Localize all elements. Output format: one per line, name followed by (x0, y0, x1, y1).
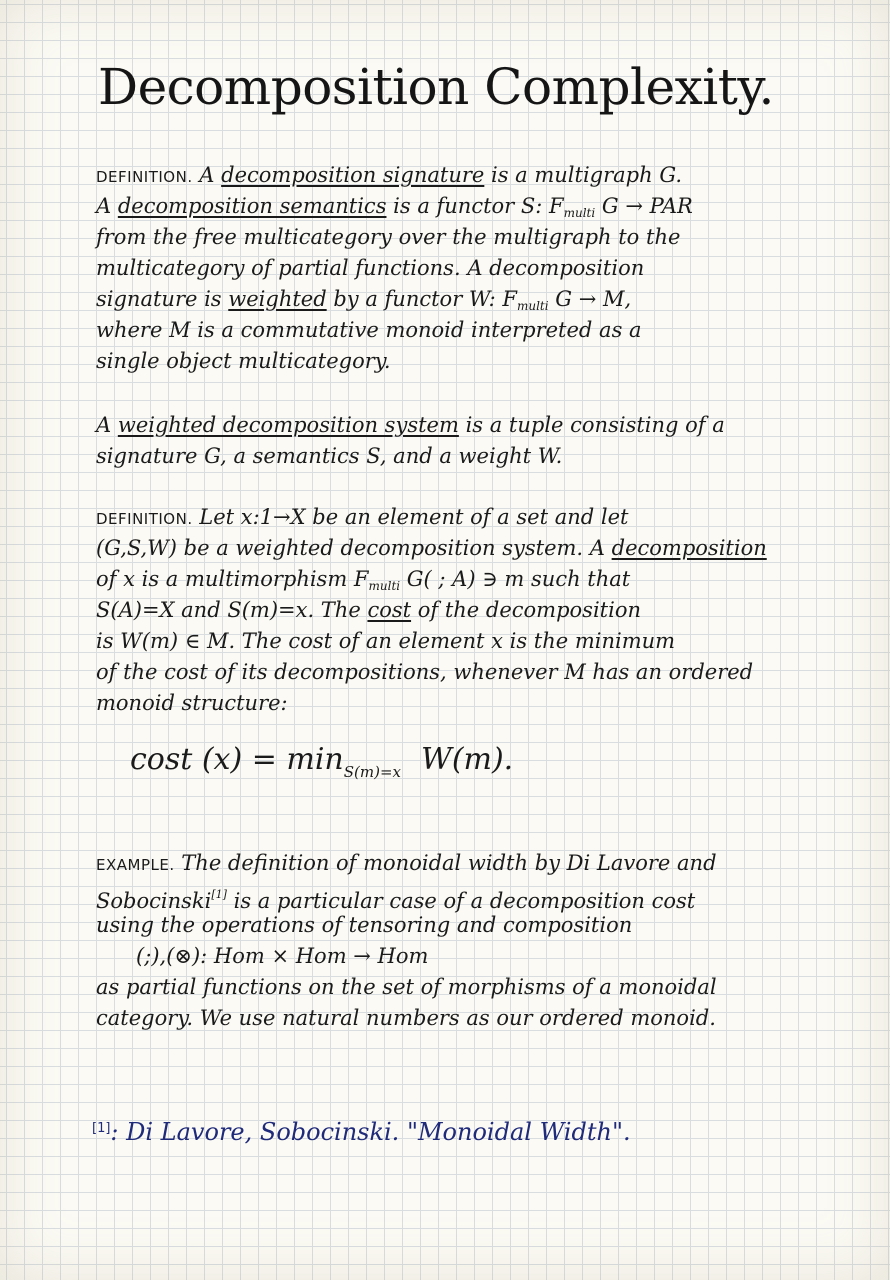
text-fragment: S(A)=X and S(m)=x. The (96, 598, 368, 622)
text-line: (;),(⊗): Hom × Hom → Hom (96, 944, 429, 968)
text-fragment: Sobocinski (96, 889, 212, 913)
text-line: where M is a commutative monoid interpreted as a (96, 318, 642, 342)
text-line (96, 191, 693, 222)
term-decomposition-signature: decomposition signature (221, 163, 485, 187)
text-fragment: by a functor W: F (326, 287, 517, 311)
text-line (96, 533, 767, 564)
text-fragment: of the decomposition (411, 598, 641, 622)
subscript: multi (563, 206, 596, 220)
definition-label: DEFINITION. (96, 168, 193, 186)
cost-formula (130, 742, 513, 781)
text-fragment: is a particular case of a decomposition cost (226, 889, 696, 913)
text-fragment: A (96, 413, 118, 437)
term-weighted: weighted (228, 287, 327, 311)
subscript: multi (516, 299, 549, 313)
text-line (96, 284, 693, 315)
term-weighted-decomposition-system: weighted decomposition system (117, 413, 459, 437)
text-line (96, 564, 767, 595)
text-fragment: (G,S,W) be a weighted decomposition system. A (96, 536, 612, 560)
formula-subscript: S(m)=x (343, 763, 401, 781)
text-fragment: is a functor S: F (386, 194, 564, 218)
text-fragment: Let x:1→X be an element of a set and let (192, 505, 629, 529)
term-cost: cost (367, 598, 412, 622)
example-paragraph (96, 848, 717, 1034)
footnote-reference (92, 1118, 631, 1146)
text-line (96, 410, 725, 441)
text-fragment: of x is a multimorphism F (96, 567, 369, 591)
weighted-system-paragraph (96, 410, 725, 472)
text-fragment: A (96, 194, 118, 218)
text-line: using the operations of tensoring and composition (96, 913, 633, 937)
text-fragment: G → PAR (595, 194, 693, 218)
text-line: of the cost of its decompositions, whenever M has an ordered (96, 660, 754, 684)
text-line: category. We use natural numbers as our ordered monoid. (96, 1006, 716, 1030)
footnote-text: : Di Lavore, Sobocinski. "Monoidal Width". (110, 1118, 631, 1146)
term-decomposition: decomposition (611, 536, 767, 560)
reference-marker: [1] (211, 888, 227, 901)
text-fragment: The definition of monoidal width by Di Lavore and (174, 851, 717, 875)
text-fragment: A (192, 163, 222, 187)
term-decomposition-semantics: decomposition semantics (117, 194, 387, 218)
text-fragment: is a multigraph G. (484, 163, 683, 187)
definition-signature-paragraph (96, 160, 693, 377)
text-line (96, 848, 717, 879)
footnote-marker: [1] (92, 1121, 111, 1136)
definition-label: DEFINITION. (96, 510, 193, 528)
text-line: single object multicategory. (96, 349, 391, 373)
formula-lhs: cost (x) = min (130, 742, 344, 777)
definition-decomposition-paragraph (96, 502, 767, 719)
text-line (96, 160, 693, 191)
text-line (96, 879, 717, 913)
text-fragment: G → M, (548, 287, 632, 311)
text-fragment: is a tuple consisting of a (458, 413, 725, 437)
text-fragment: signature is (96, 287, 229, 311)
text-line: signature G, a semantics S, and a weight W. (96, 444, 563, 468)
example-label: EXAMPLE. (96, 856, 175, 874)
text-line: monoid structure: (96, 691, 288, 715)
text-fragment: G( ; A) ∋ m such that (400, 567, 631, 591)
text-line: is W(m) ∈ M. The cost of an element x is the minimum (96, 629, 676, 653)
text-line: multicategory of partial functions. A decomposition (96, 256, 645, 280)
text-line (96, 595, 767, 626)
text-line (96, 502, 767, 533)
formula-rhs: W(m). (420, 742, 514, 777)
text-line: as partial functions on the set of morphisms of a monoidal (96, 975, 717, 999)
subscript: multi (368, 579, 401, 593)
text-line: from the free multicategory over the multigraph to the (96, 225, 681, 249)
page-title: Decomposition Complexity. (98, 58, 774, 116)
